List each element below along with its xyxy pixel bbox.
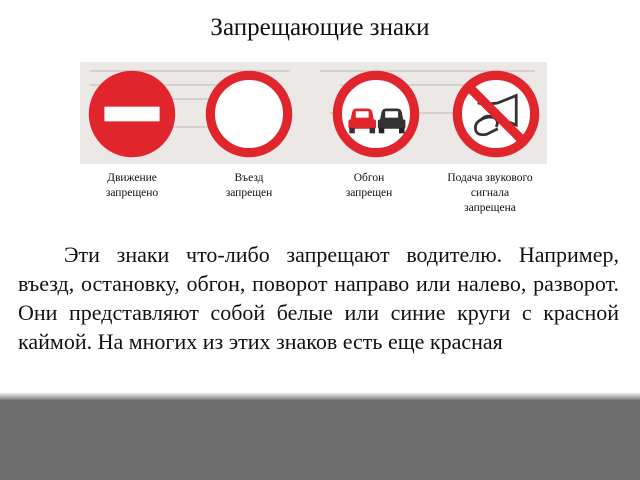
sign-caption-no-horn: Подача звукового сигнала запрещена bbox=[447, 172, 533, 214]
sign-caption-no-overtaking: Обгон запрещен bbox=[345, 172, 393, 199]
footer-bar bbox=[0, 400, 640, 480]
no-entry-sign-icon bbox=[86, 68, 178, 160]
page-title: Запрещающие знаки bbox=[210, 14, 430, 41]
entry-prohibited-sign-icon bbox=[203, 68, 295, 160]
sign-caption-no-entry: Движение запрещено bbox=[105, 172, 159, 199]
body-paragraph: Эти знаки что-либо запрещают водителю. Например, въезд, остановку, обгон, поворот направо или налево, разворот. Они представляют собой белые или синие круги с красной каймой. На многих из этих знаков есть еще красная bbox=[18, 242, 619, 354]
footer-fade bbox=[0, 392, 640, 400]
no-overtaking-sign-icon bbox=[330, 68, 422, 160]
no-horn-sign-icon bbox=[450, 68, 542, 160]
sign-caption-entry-prohibited: Въезд запрещен bbox=[225, 172, 273, 199]
